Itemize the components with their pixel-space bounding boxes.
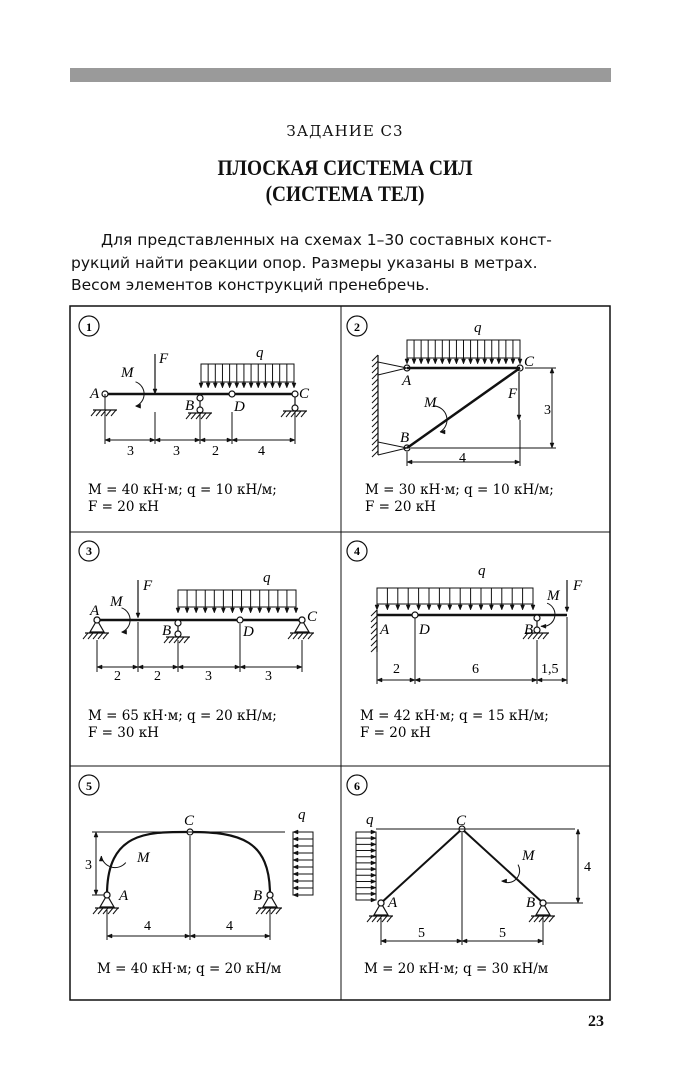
formula: M = 40 кН·м; q = 20 кН/м [97, 961, 282, 977]
formula: M = 65 кН·м; q = 20 кН/м; [88, 708, 277, 724]
arrowhead [276, 608, 280, 613]
arrowhead [294, 608, 298, 613]
arrowhead [532, 678, 537, 682]
arrowhead [518, 359, 522, 364]
arrowhead [235, 665, 240, 669]
figure-1 [86, 320, 310, 515]
arrowhead [199, 383, 203, 388]
arrowhead [293, 837, 298, 841]
wall-hatch [372, 355, 378, 361]
ground-hatch [293, 633, 298, 639]
distributed-load [293, 832, 313, 895]
label-b: B [253, 888, 263, 904]
arrowhead [290, 438, 295, 442]
ground-hatch [543, 633, 548, 639]
arrowhead [462, 939, 467, 943]
arrowhead [490, 359, 494, 364]
wall-hatch [372, 439, 378, 445]
arrowhead [227, 438, 232, 442]
arrowhead [293, 858, 298, 862]
wall-hatch [372, 451, 378, 457]
arrowhead [292, 383, 296, 388]
wall-hatch [372, 397, 378, 403]
wall-hatch [371, 646, 377, 652]
arrowhead [511, 359, 515, 364]
hinge [412, 612, 418, 618]
arrowhead [427, 605, 431, 610]
label-c: C [456, 813, 467, 829]
page-number: 23 [588, 1013, 604, 1030]
figure-number: 1 [86, 320, 92, 334]
label-q: q [263, 570, 271, 586]
arrowhead [176, 608, 180, 613]
arrowhead [371, 886, 376, 890]
arrowhead [504, 359, 508, 364]
ground-hatch [281, 411, 286, 417]
label-q: q [256, 345, 264, 361]
arrowhead [212, 608, 216, 613]
wall-hatch [372, 433, 378, 439]
arrowhead [97, 665, 102, 669]
arrowhead [375, 605, 379, 610]
arrowhead [497, 359, 501, 364]
dimension: 1,5 [541, 662, 559, 677]
arrowhead [531, 605, 535, 610]
ground-hatch [382, 916, 387, 922]
arrowhead [293, 893, 298, 897]
ground-hatch [367, 916, 372, 922]
arrowhead [278, 383, 282, 388]
arrowhead [293, 886, 298, 890]
wall-hatch [372, 391, 378, 397]
arrowhead [437, 605, 441, 610]
formula: M = 42 кН·м; q = 15 кН/м; [360, 708, 549, 724]
arrowhead [267, 608, 271, 613]
hinge [534, 627, 540, 633]
arrowhead [293, 865, 298, 869]
label-a: A [402, 373, 412, 389]
label-q: q [478, 563, 486, 579]
formula: M = 40 кН·м; q = 10 кН/м; [88, 482, 277, 498]
arrowhead [565, 607, 569, 612]
dimension: 4 [584, 860, 591, 875]
arrowhead [415, 678, 420, 682]
formula: M = 30 кН·м; q = 10 кН/м; [365, 482, 554, 498]
hinge [197, 395, 203, 401]
label-a: A [119, 888, 129, 904]
arrowhead [550, 368, 554, 373]
dimension: 4 [144, 919, 151, 934]
arrowhead [232, 438, 237, 442]
arrowhead [235, 383, 239, 388]
arrowhead [220, 383, 224, 388]
dimension: 3 [85, 858, 92, 873]
dimension: 4 [459, 451, 466, 466]
arrowhead [576, 898, 580, 903]
dimension: 2 [154, 669, 161, 684]
label-b: B [162, 623, 172, 639]
arrowhead [500, 605, 504, 610]
label-f: F [573, 578, 583, 594]
dimension: 2 [212, 444, 219, 459]
arrowhead [99, 856, 103, 861]
ground-hatch [206, 413, 211, 419]
hinge [540, 900, 546, 906]
wall-hatch [372, 403, 378, 409]
label-c: C [524, 354, 535, 370]
ground-hatch [96, 410, 101, 416]
ground-hatch [91, 410, 96, 416]
ground-hatch [308, 633, 313, 639]
wall-hatch [372, 373, 378, 379]
figure-number: 5 [86, 779, 92, 793]
arrowhead [105, 438, 110, 442]
arrowhead [240, 608, 244, 613]
arrowhead [462, 359, 466, 364]
label-b: B [400, 430, 410, 446]
ground-hatch [529, 916, 534, 922]
figure-2 [354, 320, 554, 515]
arrowhead [173, 665, 178, 669]
arrowhead [417, 605, 421, 610]
distributed-load [356, 832, 376, 900]
arrowhead [94, 832, 98, 837]
arrowhead [297, 665, 302, 669]
arrowhead [190, 934, 195, 938]
arrowhead [521, 605, 525, 610]
arrowhead [203, 608, 207, 613]
ground-hatch [179, 637, 184, 643]
dimension: 3 [265, 669, 272, 684]
ground-hatch [276, 908, 281, 914]
arrowhead [479, 605, 483, 610]
label-q: q [298, 807, 306, 823]
arrowhead [469, 359, 473, 364]
arrowhead [489, 605, 493, 610]
arrowhead [510, 605, 514, 610]
wall-hatch [372, 427, 378, 433]
ground-hatch [88, 633, 93, 639]
hinge [378, 900, 384, 906]
dimension: 5 [418, 926, 425, 941]
figure-number: 4 [354, 544, 360, 558]
arrowhead [178, 665, 183, 669]
title-line-2: (СИСТЕМА ТЕЛ) [265, 181, 425, 206]
formula: F = 30 кН [88, 725, 159, 741]
figure-6 [354, 779, 591, 977]
label-d: D [234, 399, 245, 415]
hinge [104, 892, 110, 898]
ground-hatch [387, 916, 392, 922]
formula: F = 20 кН [365, 499, 436, 515]
dimension: 3 [544, 403, 551, 418]
arrowhead [538, 939, 543, 943]
label-m: M [424, 395, 437, 411]
arrowhead [447, 359, 451, 364]
line [378, 362, 407, 368]
arrowhead [412, 359, 416, 364]
label-a: A [380, 622, 390, 638]
arrowhead [249, 383, 253, 388]
ground-hatch [106, 410, 111, 416]
ground-hatch [303, 633, 308, 639]
arrowhead [285, 608, 289, 613]
arrowhead [258, 608, 262, 613]
wall-hatch [372, 421, 378, 427]
hinge [292, 405, 298, 411]
arrowhead [293, 830, 298, 834]
arrowhead [385, 605, 389, 610]
arrowhead [433, 359, 437, 364]
label-c: C [299, 386, 310, 402]
label-q: q [474, 320, 482, 336]
arrowhead [371, 892, 376, 896]
ground-hatch [111, 410, 116, 416]
ground-hatch [98, 908, 103, 914]
hinge [534, 615, 540, 621]
arch [107, 832, 270, 895]
ground-hatch [256, 908, 261, 914]
arrowhead [419, 359, 423, 364]
arrowhead [377, 678, 382, 682]
dimension: 4 [226, 919, 233, 934]
arrowhead [381, 939, 386, 943]
arrowhead [263, 383, 267, 388]
dimension: 6 [472, 662, 479, 677]
formula: F = 20 кН [360, 725, 431, 741]
wall-hatch [371, 610, 377, 616]
wall-hatch [371, 616, 377, 622]
arrowhead [256, 383, 260, 388]
arrowhead [371, 842, 376, 846]
arrowhead [562, 678, 567, 682]
ground-hatch [184, 637, 189, 643]
arrowhead [371, 861, 376, 865]
arrowhead [541, 624, 546, 628]
arrowhead [194, 608, 198, 613]
arrowhead [396, 605, 400, 610]
wall-hatch [371, 640, 377, 646]
arrowhead [448, 605, 452, 610]
label-a: A [90, 386, 100, 402]
label-d: D [419, 622, 430, 638]
arrowhead [454, 359, 458, 364]
ground-hatch [372, 916, 377, 922]
task-heading: ЗАДАНИЕ С3 [286, 122, 404, 140]
arrowhead [185, 608, 189, 613]
label-m: M [137, 850, 150, 866]
wall-hatch [372, 367, 378, 373]
figure-number: 6 [354, 779, 360, 793]
wall-hatch [372, 361, 378, 367]
arrowhead [228, 383, 232, 388]
wall-hatch [371, 622, 377, 628]
hinge [229, 391, 235, 397]
arrowhead [371, 836, 376, 840]
arrowhead [469, 605, 473, 610]
figure-4 [354, 544, 583, 741]
wall-hatch [372, 409, 378, 415]
arrowhead [371, 867, 376, 871]
ground-hatch [534, 916, 539, 922]
arrowhead [293, 851, 298, 855]
dimension: 3 [173, 444, 180, 459]
beam-bc [462, 829, 543, 903]
label-b: B [524, 622, 534, 638]
ground-hatch [103, 633, 108, 639]
arrowhead [195, 438, 200, 442]
hinge [237, 617, 243, 623]
arrowhead [133, 665, 138, 669]
arrowhead [407, 460, 412, 464]
ground-hatch [298, 633, 303, 639]
label-f: F [143, 578, 153, 594]
ground-hatch [108, 908, 113, 914]
label-f: F [508, 386, 518, 402]
hinge [267, 892, 273, 898]
arrowhead [476, 359, 480, 364]
arrowhead [240, 665, 245, 669]
arrowhead [271, 383, 275, 388]
ground-hatch [201, 413, 206, 419]
arrowhead [483, 359, 487, 364]
label-m: M [121, 365, 134, 381]
ground-hatch [533, 633, 538, 639]
wall-hatch [371, 628, 377, 634]
label-c: C [184, 813, 195, 829]
ground-hatch [93, 908, 98, 914]
arrowhead [94, 890, 98, 895]
arrowhead [371, 849, 376, 853]
arrowhead [426, 359, 430, 364]
arrowhead [457, 939, 462, 943]
arrowhead [406, 605, 410, 610]
arrowhead [517, 415, 521, 420]
label-m: M [522, 848, 535, 864]
arrowhead [221, 608, 225, 613]
intro-line: Весом элементов конструкций пренебречь. [71, 276, 430, 294]
hinge [299, 617, 305, 623]
title-line-1: ПЛОСКАЯ СИСТЕМА СИЛ [217, 155, 473, 180]
hinge [175, 631, 181, 637]
beam-ac [381, 829, 462, 903]
arrowhead [185, 934, 190, 938]
ground-hatch [261, 908, 266, 914]
dimension: 5 [499, 926, 506, 941]
formula: M = 20 кН·м; q = 30 кН/м [364, 961, 549, 977]
ground-hatch [538, 633, 543, 639]
dimension: 3 [205, 669, 212, 684]
dimension: 2 [114, 669, 121, 684]
arrowhead [155, 438, 160, 442]
arrowhead [458, 605, 462, 610]
arrowhead [293, 844, 298, 848]
ground-hatch [113, 908, 118, 914]
figure-5 [85, 779, 306, 977]
intro-line: Для представленных на схемах 1–30 составных конст- [101, 231, 552, 249]
arrowhead [537, 678, 542, 682]
arrowhead [576, 829, 580, 834]
line [378, 448, 407, 455]
arrowhead [371, 879, 376, 883]
arrowhead [213, 383, 217, 388]
label-f: F [159, 351, 169, 367]
arrowhead [200, 438, 205, 442]
wall-hatch [372, 415, 378, 421]
distributed-load [377, 588, 533, 604]
arrowhead [249, 608, 253, 613]
arrowhead [230, 608, 234, 613]
arrowhead [285, 383, 289, 388]
ground-hatch [549, 916, 554, 922]
arrowhead [206, 383, 210, 388]
arrowhead [410, 678, 415, 682]
ground-hatch [93, 633, 98, 639]
ground-hatch [301, 411, 306, 417]
arrowhead [293, 872, 298, 876]
arrowhead [136, 613, 140, 618]
hinge [175, 620, 181, 626]
ground-hatch [83, 633, 88, 639]
arrowhead [138, 665, 143, 669]
ground-hatch [288, 633, 293, 639]
arrowhead [242, 383, 246, 388]
arrowhead [293, 879, 298, 883]
ground-hatch [271, 908, 276, 914]
label-a: A [90, 603, 100, 619]
label-a: A [388, 895, 398, 911]
figure-number: 3 [86, 544, 92, 558]
label-m: M [110, 594, 123, 610]
label-b: B [526, 895, 536, 911]
arrowhead [371, 830, 376, 834]
arrowhead [265, 934, 270, 938]
arrowhead [150, 438, 155, 442]
figure-number: 2 [354, 320, 360, 334]
ground-hatch [296, 411, 301, 417]
label-q: q [366, 812, 374, 828]
wall-hatch [372, 445, 378, 451]
formula: F = 20 кН [88, 499, 159, 515]
intro-line: рукций найти реакции опор. Размеры указаны в метрах. [71, 253, 538, 272]
figure-3 [86, 544, 318, 741]
label-m: M [547, 588, 560, 604]
arrowhead [371, 898, 376, 902]
arrowhead [107, 934, 112, 938]
label-d: D [243, 624, 254, 640]
arrowhead [440, 359, 444, 364]
wall-hatch [371, 634, 377, 640]
ground-hatch [286, 411, 291, 417]
arrowhead [371, 873, 376, 877]
label-c: C [307, 609, 318, 625]
dimension: 4 [258, 444, 265, 459]
arrowhead [371, 855, 376, 859]
arrowhead [550, 443, 554, 448]
arrowhead [405, 359, 409, 364]
label-b: B [185, 398, 195, 414]
dimension: 3 [127, 444, 134, 459]
wall-hatch [372, 385, 378, 391]
arrowhead [515, 460, 520, 464]
wall-hatch [372, 379, 378, 385]
ground-hatch [98, 633, 103, 639]
hinge [292, 391, 298, 397]
ground-hatch [544, 916, 549, 922]
dimension: 2 [393, 662, 400, 677]
